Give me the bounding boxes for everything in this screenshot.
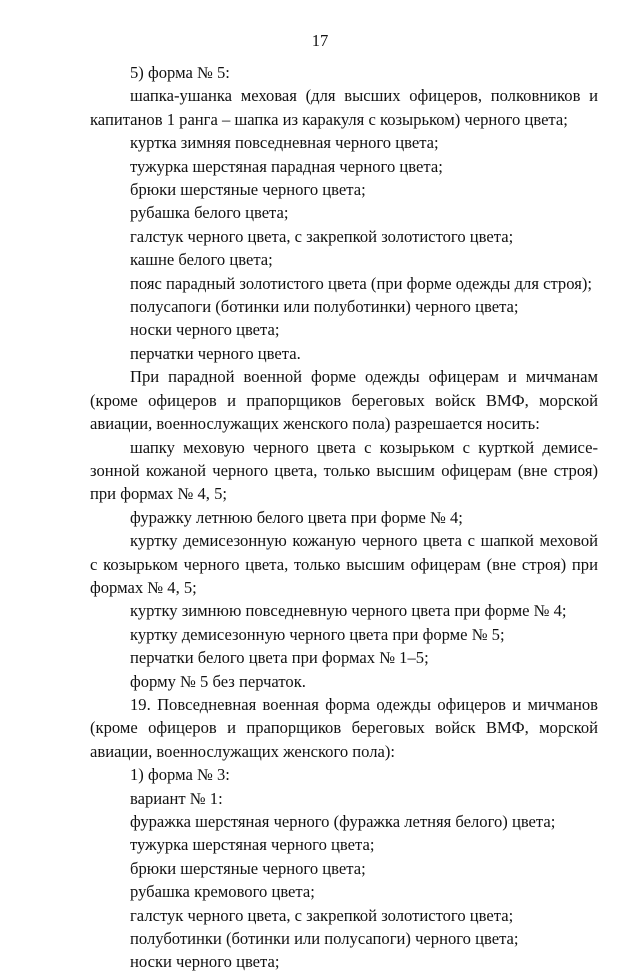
text-line: полуботинки (ботинки или полусапоги) черного цвета;	[130, 929, 519, 949]
text-line: вариант № 1:	[130, 788, 223, 808]
text-line: При парадной военной форме одежды офицерам и мичманам	[130, 367, 598, 387]
text-line: фуражку летнюю белого цвета при форме № 4;	[130, 507, 463, 527]
text-line: (кроме офицеров и прапорщиков береговых войск ВМФ, морской	[90, 718, 598, 738]
page-number: 17	[311, 31, 329, 50]
text-line: с козырьком черного цвета, только высшим офицерам (вне строя) при	[90, 554, 598, 574]
text-line: брюки шерстяные черного цвета;	[130, 858, 366, 878]
text-line: перчатки черного цвета.	[130, 343, 301, 363]
text-line: 1) форма № 3:	[130, 765, 230, 785]
text-line: носки черного цвета;	[130, 320, 280, 340]
text-line: перчатки белого цвета при формах № 1–5;	[130, 648, 429, 668]
text-line: куртка зимняя повседневная черного цвета;	[130, 133, 439, 153]
document-body	[90, 61, 598, 974]
text-line: 19. Повседневная военная форма одежды офицеров и мичманов	[130, 694, 598, 714]
text-line: авиации, военнослужащих женского пола):	[90, 741, 396, 761]
text-line: зонной кожаной черного цвета, только высшим офицерам (вне строя)	[90, 460, 598, 480]
text-line: шапку меховую черного цвета с козырьком с курткой демисе-	[130, 437, 598, 457]
text-line: галстук черного цвета, с закрепкой золотистого цвета;	[130, 905, 514, 925]
text-line: формах № 4, 5;	[90, 577, 197, 597]
text-line: куртку демисезонную кожаную черного цвета с шапкой меховой	[130, 531, 598, 551]
text-line: брюки шерстяные черного цвета;	[130, 180, 366, 200]
text-line: фуражка шерстяная черного (фуражка летняя белого) цвета;	[130, 812, 556, 831]
text-line: рубашка белого цвета;	[130, 203, 289, 223]
text-line: куртку зимнюю повседневную черного цвета при форме № 4;	[130, 601, 567, 621]
text-line: полусапоги (ботинки или полуботинки) черного цвета;	[130, 297, 519, 317]
text-line: галстук черного цвета, с закрепкой золотистого цвета;	[130, 226, 514, 246]
text-line: (кроме офицеров и прапорщиков береговых войск ВМФ, морской	[90, 390, 598, 410]
text-line: куртку демисезонную черного цвета при форме № 5;	[130, 624, 505, 644]
text-line: носки черного цвета;	[130, 952, 280, 972]
text-line: 5) форма № 5:	[130, 63, 230, 82]
text-line: рубашка кремового цвета;	[130, 882, 315, 902]
text-line: при формах № 4, 5;	[90, 484, 227, 504]
text-line: авиации, военнослужащих женского пола) разрешается носить:	[90, 414, 540, 434]
text-line: форму № 5 без перчаток.	[130, 671, 306, 691]
text-line: тужурка шерстяная парадная черного цвета;	[130, 156, 443, 176]
text-line: кашне белого цвета;	[130, 250, 273, 270]
text-line: шапка-ушанка меховая (для высших офицеров, полковников и	[130, 86, 598, 106]
text-line: капитанов 1 ранга – шапка из каракуля с козырьком) черного цвета;	[90, 109, 568, 129]
text-line: пояс парадный золотистого цвета (при форме одежды для строя);	[130, 273, 592, 293]
text-line: тужурка шерстяная черного цвета;	[130, 835, 375, 855]
